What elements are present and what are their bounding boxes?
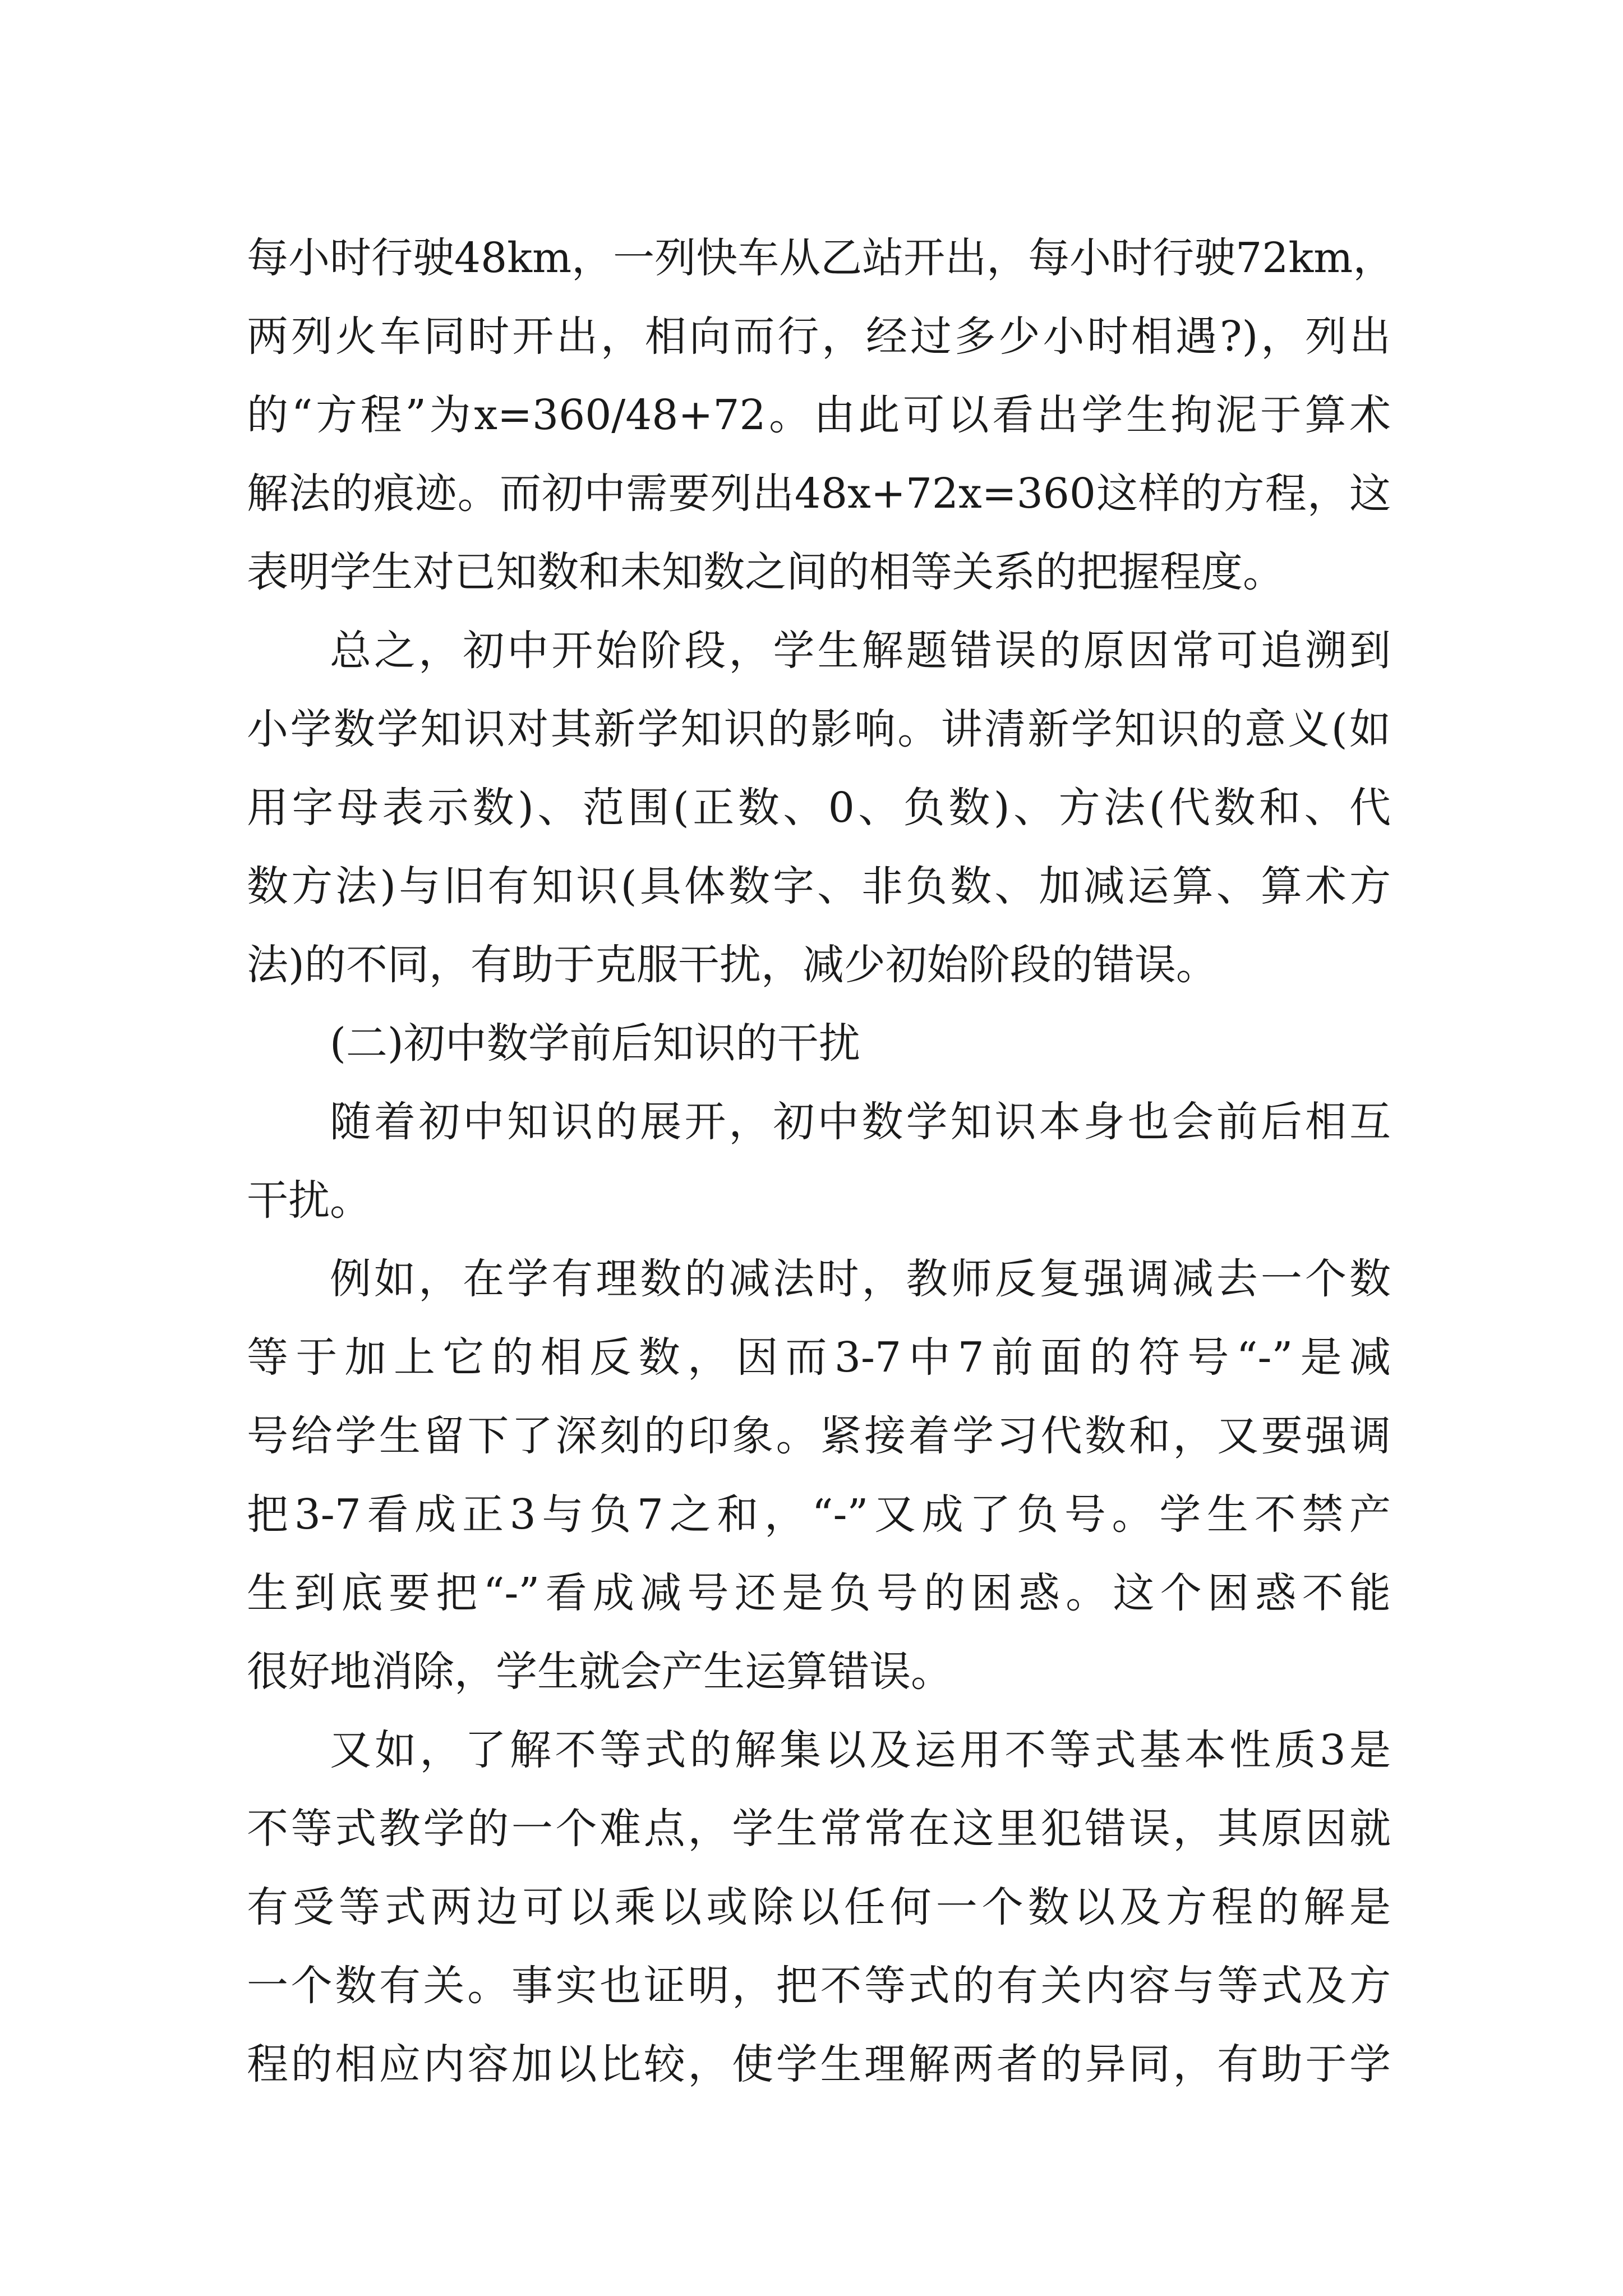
text-line: 干扰。 <box>247 1176 371 1225</box>
section-heading: (二)初中数学前后知识的干扰 <box>330 1019 860 1068</box>
text-line: 的“方程”为x=360/48+72。由此可以看出学生拘泥于算术 <box>247 391 1391 439</box>
text-line: 号给学生留下了深刻的印象。紧接着学习代数和，又要强调 <box>247 1412 1391 1460</box>
text-line: 表明学生对已知数和未知数之间的相等关系的把握程度。 <box>247 548 1284 596</box>
text-line: 法)的不同，有助于克服干扰，减少初始阶段的错误。 <box>247 941 1218 989</box>
text-line: 随着初中知识的展开，初中数学知识本身也会前后相互 <box>330 1098 1391 1146</box>
body-text <box>247 219 1395 2104</box>
text-line: 一个数有关。事实也证明，把不等式的有关内容与等式及方 <box>247 1962 1391 2010</box>
text-line: 总之，初中开始阶段，学生解题错误的原因常可追溯到 <box>330 627 1391 675</box>
text-line: 生到底要把“-”看成减号还是负号的困惑。这个困惑不能 <box>247 1569 1391 1617</box>
text-line: 小学数学知识对其新学知识的影响。讲清新学知识的意义(如 <box>247 705 1391 753</box>
text-line: 解法的痕迹。而初中需要列出48x+72x=360这样的方程，这 <box>247 470 1391 518</box>
text-line: 很好地消除，学生就会产生运算错误。 <box>247 1648 952 1696</box>
text-line: 有受等式两边可以乘以或除以任何一个数以及方程的解是 <box>247 1883 1391 1931</box>
text-line: 数方法)与旧有知识(具体数字、非负数、加减运算、算术方 <box>247 862 1391 910</box>
text-line: 等于加上它的相反数，因而3-7中7前面的符号“-”是减 <box>247 1333 1391 1382</box>
text-line: 把3-7看成正3与负7之和，“-”又成了负号。学生不禁产 <box>247 1490 1391 1539</box>
text-line: 程的相应内容加以比较，使学生理解两者的异同，有助于学 <box>247 2040 1391 2088</box>
text-line: 用字母表示数)、范围(正数、0、负数)、方法(代数和、代 <box>247 784 1391 832</box>
text-line: 每小时行驶48km，一列快车从乙站开出，每小时行驶72km， <box>247 234 1395 282</box>
text-line: 两列火车同时开出，相向而行，经过多少小时相遇?)，列出 <box>247 312 1391 361</box>
text-line: 例如，在学有理数的减法时，教师反复强调减去一个数 <box>330 1255 1391 1303</box>
text-line: 不等式教学的一个难点，学生常常在这里犯错误，其原因就 <box>247 1805 1391 1853</box>
text-line: 又如，了解不等式的解集以及运用不等式基本性质3是 <box>330 1726 1391 1774</box>
